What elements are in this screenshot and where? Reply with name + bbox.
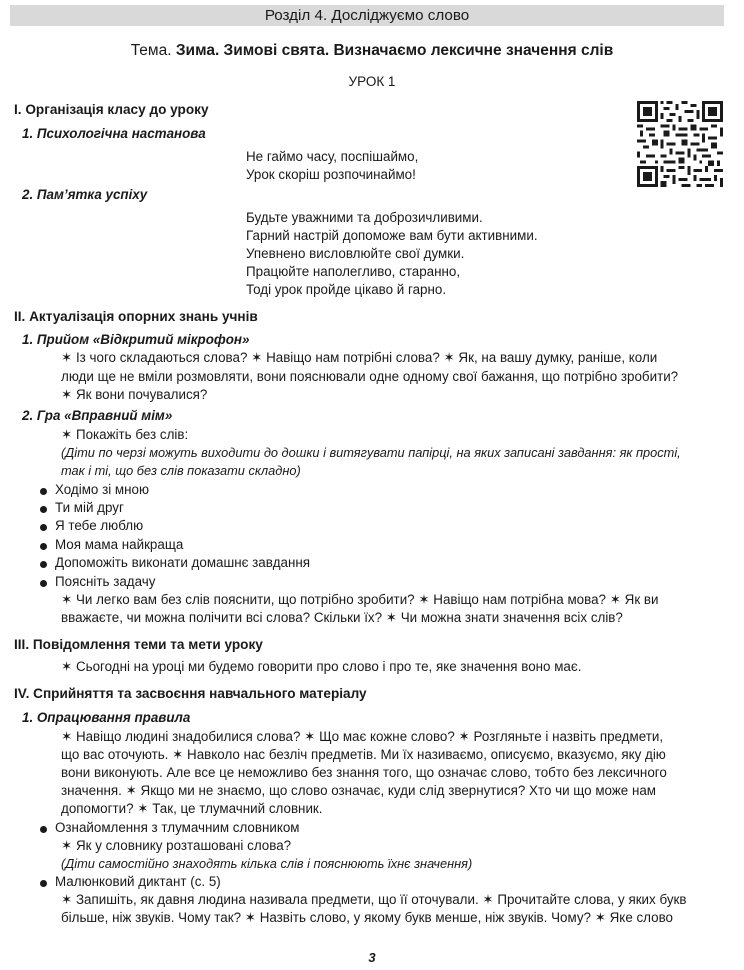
section-4-item-1: 1. Опрацювання правила — [22, 710, 191, 725]
bullet-icon — [40, 826, 47, 833]
note-line: так і ті, що без слів показати складно) — [61, 463, 301, 478]
section-2-item-1: 1. Прийом «Відкритий мікрофон» — [22, 332, 250, 347]
list-item: Ходімо зі мною — [55, 482, 150, 497]
qr-code-icon — [637, 101, 723, 187]
note-line: (Діти по черзі можуть виходити до дошки і витягувати папірці, на яких записані завдання: як прості, — [61, 445, 681, 460]
poem-1-line: Не гаймо часу, поспішаймо, — [246, 149, 419, 164]
bullet-icon — [40, 880, 47, 887]
poem-2-line: Упевнено висловлюйте свої думки. — [246, 246, 465, 261]
text-line: ✶ Як у словнику розташовані слова? — [61, 838, 292, 853]
text-line: ✶ Покажіть без слів: — [61, 427, 189, 442]
page-number: 3 — [368, 950, 376, 965]
section-1-title: I. Організація класу до уроку — [14, 102, 209, 117]
text-line: ✶ Запишіть, як давня людина називала предмети, що її оточували. ✶ Прочитайте слова, у яких букв — [61, 892, 687, 907]
bullet-icon — [40, 561, 47, 568]
section-3-title: III. Повідомлення теми та мети уроку — [14, 637, 263, 652]
bullet-icon — [40, 506, 47, 513]
text-line: більше, ніж звуків. Чому так? ✶ Назвіть слово, у якому букв менше, ніж звуків. Чому? ✶ Яке слово — [61, 910, 674, 925]
poem-2-line: Тоді урок пройде цікаво й гарно. — [246, 282, 447, 297]
poem-2-line: Будьте уважними та доброзичливими. — [246, 210, 483, 225]
list-item: Допоможіть виконати домашнє завдання — [55, 555, 311, 570]
text-line: допомогти? ✶ Так, це тлумачний словник. — [61, 801, 323, 816]
poem-2-line: Гарний настрій допоможе вам бути активними. — [246, 228, 538, 243]
text-line: ✶ Навіщо людині знадобилися слова? ✶ Що має кожне слово? ✶ Розгляньте і назвіть предмети, — [61, 729, 664, 744]
text-line: що вас оточують. ✶ Навколо нас безліч предметів. Ми їх називаємо, описуємо, вказуємо, яку дію — [61, 747, 666, 762]
text-line: люди ще не вміли розмовляти, вони пояснювали одне одному свої бажання, що потрібно зробити? — [61, 369, 679, 384]
note-line: (Діти самостійно знаходять кілька слів і пояснюють їхнє значення) — [61, 856, 473, 871]
text-line: вони виконують. Але все це неможливо без знання того, що означає слово, тобто без лексичного — [61, 765, 667, 780]
list-item: Моя мама найкраща — [55, 537, 184, 552]
poem-1-line: Урок скоріш розпочинаймо! — [246, 167, 416, 182]
section-1-item-2: 2. Пам’ятка успіху — [22, 187, 148, 202]
text-line: ✶ Із чого складаються слова? ✶ Навіщо нам потрібні слова? ✶ Як, на вашу думку, раніше, коли — [61, 350, 658, 365]
topic-prefix: Тема. — [130, 42, 172, 59]
section-2-title: II. Актуалізація опорних знань учнів — [14, 309, 258, 324]
section-4-title: IV. Сприйняття та засвоєння навчального матеріалу — [14, 686, 367, 701]
text-line: значення. ✶ Якщо ми не знаємо, що слово означає, куди слід звернутися? Хто чи що може нам — [61, 783, 656, 798]
bullet-icon — [40, 524, 47, 531]
poem-2-line: Працюйте наполегливо, старанно, — [246, 264, 461, 279]
list-item: Ти мій друг — [55, 500, 124, 515]
bullet-icon — [40, 488, 47, 495]
topic-title: Зима. Зимові свята. Визначаємо лексичне значення слів — [175, 42, 614, 59]
bullet-icon — [40, 543, 47, 550]
list-item: Ознайомлення з тлумачним словником — [55, 820, 300, 835]
text-line: ✶ Сьогодні на уроці ми будемо говорити про слово і про те, яке значення воно має. — [61, 659, 582, 674]
list-item: Я тебе люблю — [55, 518, 144, 533]
topic-line — [0, 42, 744, 60]
list-item: Поясніть задачу — [55, 574, 156, 589]
lesson-label: УРОК 1 — [348, 74, 396, 89]
bullet-icon — [40, 580, 47, 587]
section-1-item-1: 1. Психологічна настанова — [22, 126, 206, 141]
list-item: Малюнковий диктант (с. 5) — [55, 874, 221, 889]
chapter-header: Розділ 4. Досліджуємо слово — [10, 5, 724, 26]
section-2-item-2: 2. Гра «Вправний мім» — [22, 408, 173, 423]
text-line: ✶ Як вони почувалися? — [61, 387, 208, 402]
text-line: вважаєте, чи можна полічити всі слова? Скільки їх? ✶ Чи можна знати значення всіх слів? — [61, 610, 623, 625]
text-line: ✶ Чи легко вам без слів пояснити, що потрібно зробити? ✶ Навіщо нам потрібна мова? ✶ Як ви — [61, 592, 659, 607]
